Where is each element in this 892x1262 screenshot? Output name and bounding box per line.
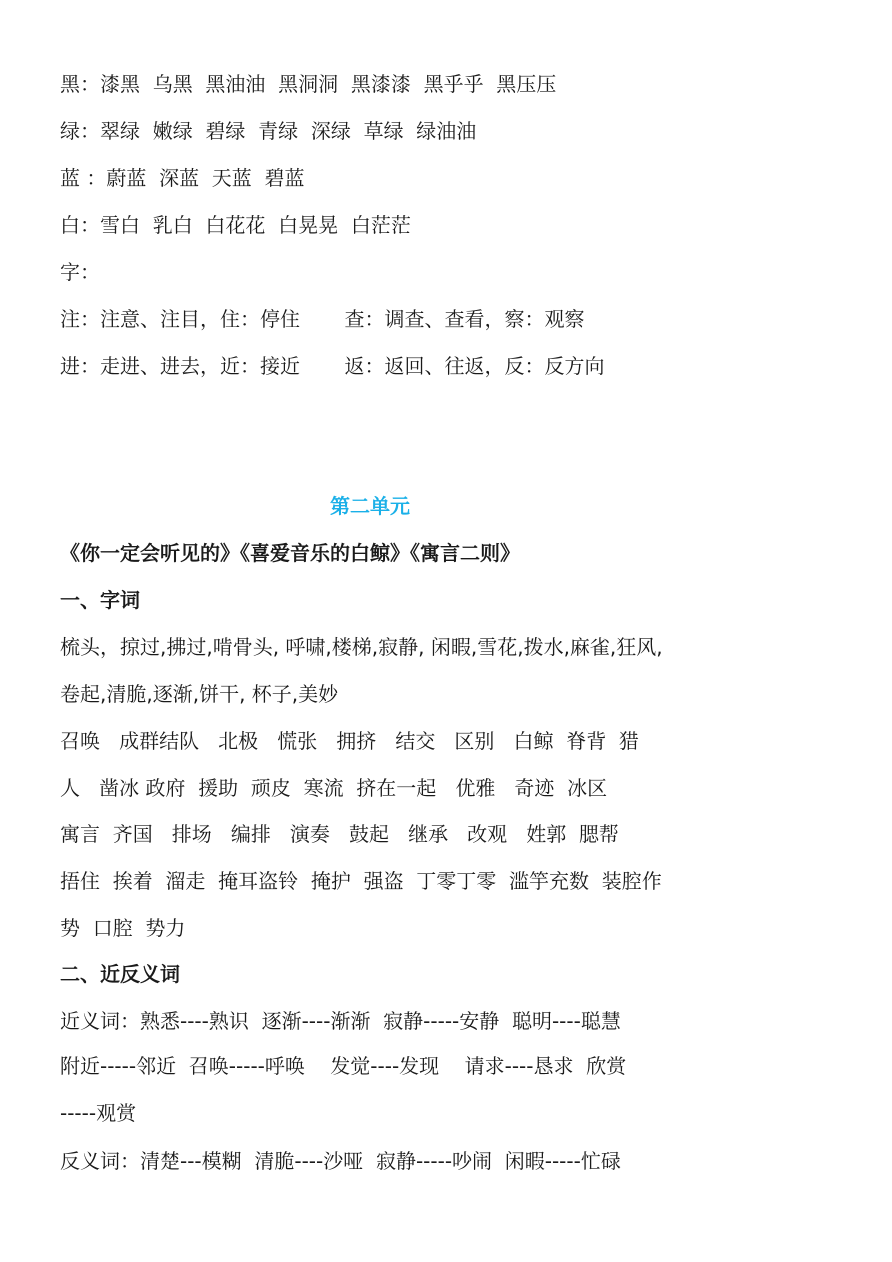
antonyms-line: 反义词：清楚---模糊 清脆----沙哑 寂静-----吵闹 闲暇-----忙碌	[60, 1149, 621, 1173]
color-words-blue: 蓝 ：蔚蓝 深蓝 天蓝 碧蓝	[60, 166, 305, 190]
vocab-line-3: 召唤 成群结队 北极 慌张 拥挤 结交 区别 白鲸 脊背 猎	[60, 729, 639, 753]
lesson-titles: 《你一定会听见的》《喜爱音乐的白鲸》《寓言二则》	[60, 541, 520, 565]
character-pairs-2: 进：走进、进去，近：接近 返：返回、往返，反：反方向	[60, 354, 605, 378]
vocab-line-7: 势 口腔 势力	[60, 916, 186, 940]
synonyms-line-2: 附近-----邻近 召唤-----呼唤 发觉----发现 请求----恳求 欣赏	[60, 1054, 627, 1078]
color-words-green: 绿：翠绿 嫩绿 碧绿 青绿 深绿 草绿 绿油油	[60, 119, 477, 143]
character-pairs-1: 注：注意、注目，住：停住 查：调查、查看，察：观察	[60, 307, 585, 331]
vocab-line-2: 卷起,清脆,逐渐,饼干, 杯子,美妙	[60, 682, 339, 706]
vocab-line-1: 梳头，掠过,拂过,啃骨头, 呼啸,楼梯,寂静, 闲暇,雪花,拨水,麻雀,狂风,	[60, 635, 663, 659]
unit-title: 第二单元	[330, 494, 410, 518]
part1-heading: 一、字词	[60, 588, 140, 612]
vocab-line-6: 捂住 挨着 溜走 掩耳盗铃 掩护 强盗 丁零丁零 滥竽充数 装腔作	[60, 869, 662, 893]
vocab-line-4: 人 凿冰 政府 援助 顽皮 寒流 挤在一起 优雅 奇迹 冰区	[60, 776, 608, 800]
color-words-black: 黑：漆黑 乌黑 黑油油 黑洞洞 黑漆漆 黑乎乎 黑压压	[60, 72, 557, 96]
part2-heading: 二、近反义词	[60, 962, 180, 986]
synonyms-line-1: 近义词：熟悉----熟识 逐渐----渐渐 寂静-----安静 聪明----聪慧	[60, 1009, 621, 1033]
color-words-white: 白：雪白 乳白 白花花 白晃晃 白茫茫	[60, 213, 411, 237]
vocab-line-5: 寓言 齐国 排场 编排 演奏 鼓起 继承 改观 姓郭 腮帮	[60, 822, 619, 846]
character-label: 字：	[60, 260, 100, 284]
synonyms-line-3: -----观赏	[60, 1101, 137, 1125]
